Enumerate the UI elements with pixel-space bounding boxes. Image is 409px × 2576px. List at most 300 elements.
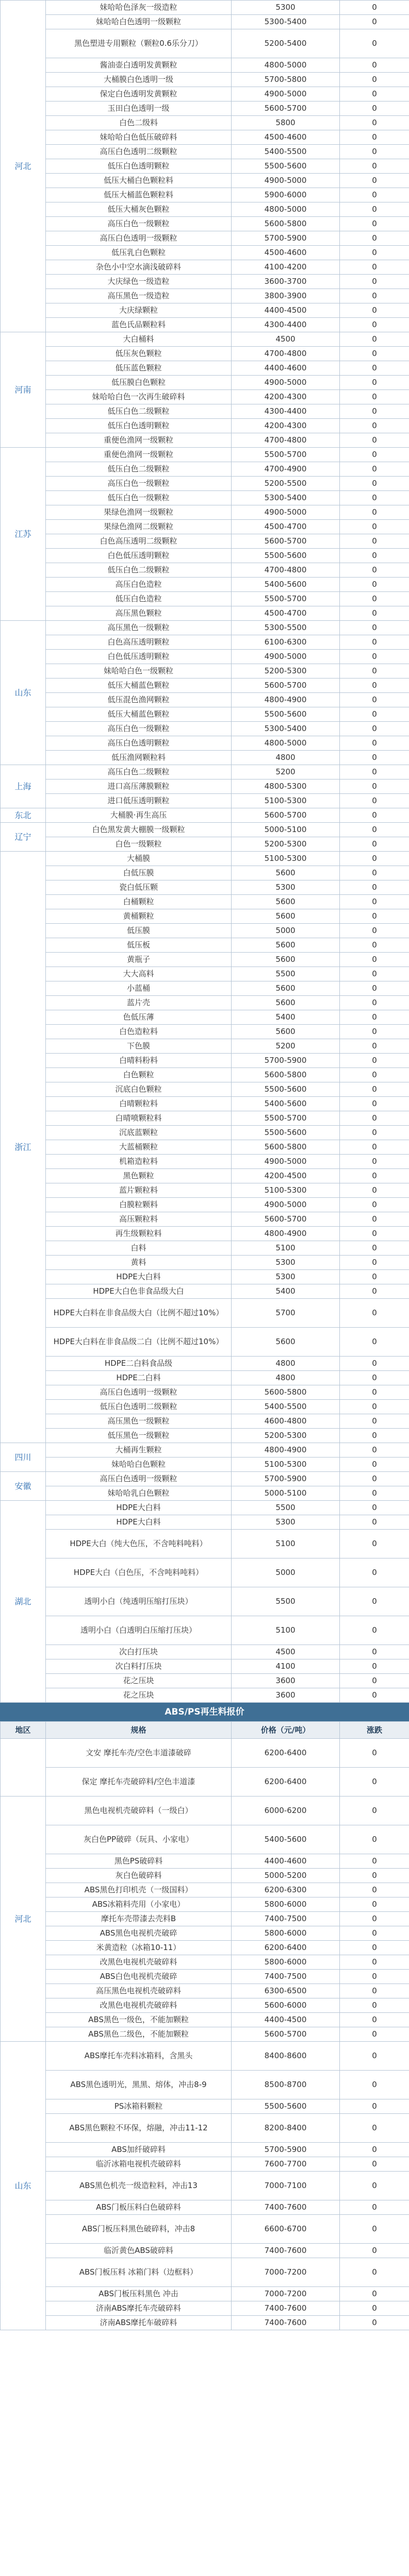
change-cell: 0: [340, 779, 409, 794]
price-cell: 5500-5700: [232, 448, 340, 462]
table-row: [1, 520, 409, 534]
price-cell: 5100-5300: [232, 794, 340, 808]
change-cell: 0: [340, 231, 409, 246]
price-cell: 5200-5300: [232, 664, 340, 679]
price-cell: 5100: [232, 1530, 340, 1558]
region-cell: 河北: [1, 1, 46, 332]
table-row: [1, 332, 409, 347]
table-row: [1, 779, 409, 794]
change-cell: 0: [340, 1328, 409, 1357]
spec-cell: PS冰箱料颗粒: [46, 2099, 232, 2114]
price-cell: 4800-5000: [232, 58, 340, 73]
table-row: [1, 635, 409, 650]
price-cell: 4600-4800: [232, 1414, 340, 1429]
table-row: [1, 1, 409, 15]
price-cell: 4500: [232, 332, 340, 347]
header-price: 价格（元/吨）: [232, 1722, 340, 1739]
spec-cell: 白晴颗粒料: [46, 1097, 232, 1111]
change-cell: 0: [340, 1, 409, 15]
change-cell: 0: [340, 924, 409, 938]
table-row: [1, 2316, 409, 2330]
spec-cell: 高压白色透明一级颗粒: [46, 1472, 232, 1486]
region-cell: 辽宁: [1, 823, 46, 852]
price-cell: 5000: [232, 924, 340, 938]
change-cell: 0: [340, 1587, 409, 1616]
price-cell: 6100-6300: [232, 635, 340, 650]
change-cell: 0: [340, 404, 409, 419]
spec-cell: 沉底白色颗粒: [46, 1082, 232, 1097]
table-row: [1, 1039, 409, 1054]
price-cell: 4800: [232, 1357, 340, 1371]
change-cell: 0: [340, 664, 409, 679]
price-cell: 8200-8400: [232, 2114, 340, 2143]
change-cell: 0: [340, 2258, 409, 2287]
spec-cell: 灰白色PP破碎（玩具、小家电）: [46, 1825, 232, 1854]
price-cell: 5500-5600: [232, 159, 340, 174]
spec-cell: 改黑色电视机壳破碎料: [46, 1998, 232, 2013]
change-cell: 0: [340, 174, 409, 188]
price-cell: 5500-5700: [232, 1111, 340, 1126]
table-row: [1, 563, 409, 578]
table-row: [1, 101, 409, 116]
spec-cell: 低压蓝色颗粒: [46, 361, 232, 376]
table-row: [1, 231, 409, 246]
price-cell: 5700-5900: [232, 2143, 340, 2157]
change-cell: 0: [340, 2027, 409, 2042]
spec-cell: HDPE大白色非食品级大白: [46, 1284, 232, 1299]
change-cell: 0: [340, 938, 409, 953]
change-cell: 0: [340, 15, 409, 29]
change-cell: 0: [340, 1126, 409, 1140]
change-cell: 0: [340, 981, 409, 996]
price-cell: 4800-4900: [232, 693, 340, 707]
table-row: [1, 1616, 409, 1645]
abs-ps-section-title: ABS/PS再生料报价: [0, 1703, 409, 1721]
spec-cell: 果绿色渔网一级颗粒: [46, 505, 232, 520]
spec-cell: ABS门板压料 冰箱门料（边框料）: [46, 2258, 232, 2287]
price-cell: 6200-6400: [232, 1941, 340, 1955]
table-row: [1, 1869, 409, 1883]
price-cell: 5800-6000: [232, 1897, 340, 1912]
spec-cell: 再生级颗粒料: [46, 1227, 232, 1241]
spec-cell: 大桶膜·再生高压: [46, 808, 232, 823]
table-row: [1, 1998, 409, 2013]
spec-cell: 高压黑色一级颗粒: [46, 621, 232, 635]
spec-cell: 低压大桶蓝色颗粒: [46, 707, 232, 722]
table-row: [1, 592, 409, 606]
change-cell: 0: [340, 1825, 409, 1854]
table-row: [1, 549, 409, 563]
change-cell: 0: [340, 2316, 409, 2330]
table-row: [1, 1486, 409, 1501]
table-row: [1, 1515, 409, 1530]
table-row: [1, 1328, 409, 1357]
change-cell: 0: [340, 419, 409, 433]
price-cell: 5500-5600: [232, 2099, 340, 2114]
abs-ps-column-header: [1, 1722, 409, 1739]
change-cell: 0: [340, 188, 409, 202]
price-cell: 5000-5100: [232, 823, 340, 837]
price-cell: 5200-5500: [232, 477, 340, 491]
spec-cell: 黑色PS破碎料: [46, 1854, 232, 1869]
table-row: [1, 433, 409, 448]
price-cell: 3600: [232, 1688, 340, 1703]
change-cell: 0: [340, 1097, 409, 1111]
change-cell: 0: [340, 1443, 409, 1458]
table-row: [1, 679, 409, 693]
table-row: [1, 29, 409, 58]
table-row: [1, 996, 409, 1010]
price-cell: 4900-5000: [232, 1198, 340, 1212]
price-cell: 5300: [232, 1, 340, 15]
change-cell: 0: [340, 563, 409, 578]
table-row: [1, 1414, 409, 1429]
price-cell: 5200: [232, 1039, 340, 1054]
table-row: [1, 852, 409, 866]
spec-cell: 临沂黄色ABS破碎料: [46, 2244, 232, 2258]
table-row: [1, 1458, 409, 1472]
region-cell: 四川: [1, 1443, 46, 1472]
table-row: [1, 448, 409, 462]
spec-cell: 进口低压透明颗粒: [46, 794, 232, 808]
price-cell: 4500-4700: [232, 520, 340, 534]
spec-cell: 黄瓶子: [46, 953, 232, 967]
price-cell: 5200-5300: [232, 837, 340, 852]
table-row: [1, 1054, 409, 1068]
change-cell: 0: [340, 2200, 409, 2215]
price-cell: 5100: [232, 1241, 340, 1256]
price-cell: 4400-4500: [232, 303, 340, 318]
table-row: [1, 1357, 409, 1371]
price-cell: 5800: [232, 116, 340, 130]
table-row: [1, 73, 409, 87]
spec-cell: 黑色塑进专用颗粒（颗粒0.6乐分刀）: [46, 29, 232, 58]
table-row: [1, 1256, 409, 1270]
spec-cell: 低压渔网颗粒料: [46, 751, 232, 765]
spec-cell: HDPE大白（白色压，不含吨料吨料）: [46, 1558, 232, 1587]
change-cell: 0: [340, 130, 409, 145]
table-row: [1, 1385, 409, 1400]
table-row: [1, 246, 409, 260]
spec-cell: 蓝片壳: [46, 996, 232, 1010]
spec-cell: 酱油壶白透明发黄颗粒: [46, 58, 232, 73]
spec-cell: 摩托车壳带漆去壳料B: [46, 1912, 232, 1926]
price-cell: 4900-5000: [232, 650, 340, 664]
table-row: [1, 1097, 409, 1111]
region-cell: 山东: [1, 621, 46, 765]
spec-cell: 黄桶颗粒: [46, 909, 232, 924]
price-cell: 5600-5700: [232, 534, 340, 549]
change-cell: 0: [340, 1400, 409, 1414]
spec-cell: 沉底蓝颗粒: [46, 1126, 232, 1140]
price-cell: 5600: [232, 866, 340, 880]
change-cell: 0: [340, 1854, 409, 1869]
table-row: [1, 765, 409, 779]
table-row: [1, 967, 409, 981]
price-cell: 7600-7700: [232, 2157, 340, 2172]
spec-cell: 高压颗粒料: [46, 1212, 232, 1227]
region-cell: 上海: [1, 765, 46, 808]
price-cell: 5400-5600: [232, 1825, 340, 1854]
change-cell: 0: [340, 2042, 409, 2071]
spec-cell: 妹哈哈色泽灰一级造粒: [46, 1, 232, 15]
table-row: [1, 837, 409, 852]
region-cell: 浙江: [1, 852, 46, 1443]
table-row: [1, 1140, 409, 1155]
price-cell: 4700-4900: [232, 462, 340, 477]
spec-cell: ABS黑色颗粒不环保，熔融，冲击11-12: [46, 2114, 232, 2143]
price-cell: 5900-6000: [232, 188, 340, 202]
price-cell: 3600-3700: [232, 275, 340, 289]
change-cell: 0: [340, 505, 409, 520]
price-cell: 5400: [232, 1284, 340, 1299]
change-cell: 0: [340, 1688, 409, 1703]
change-cell: 0: [340, 1674, 409, 1688]
change-cell: 0: [340, 1768, 409, 1797]
table-row: [1, 751, 409, 765]
price-cell: 4800-5000: [232, 202, 340, 217]
spec-cell: 高压黑色电视机壳破碎料: [46, 1984, 232, 1998]
spec-cell: 灰白色破碎料: [46, 1869, 232, 1883]
table-row: [1, 505, 409, 520]
spec-cell: 低压板: [46, 938, 232, 953]
spec-cell: 低压白色透明二级颗粒: [46, 1400, 232, 1414]
table-row: [1, 1955, 409, 1970]
change-cell: 0: [340, 953, 409, 967]
table-row: [1, 15, 409, 29]
region-cell: 河北: [1, 1797, 46, 2042]
change-cell: 0: [340, 909, 409, 924]
price-cell: 5600-5800: [232, 1140, 340, 1155]
price-cell: 4500: [232, 1645, 340, 1659]
price-cell: 5700-5900: [232, 1472, 340, 1486]
change-cell: 0: [340, 736, 409, 751]
abs-ps-price-table: [0, 1721, 409, 2330]
spec-cell: 低压白色造粒: [46, 592, 232, 606]
spec-cell: 果绿色渔网二级颗粒: [46, 520, 232, 534]
change-cell: 0: [340, 751, 409, 765]
change-cell: 0: [340, 1998, 409, 2013]
spec-cell: ABS冰箱料壳用（小家电）: [46, 1897, 232, 1912]
table-row: [1, 1941, 409, 1955]
price-cell: 4200-4500: [232, 1169, 340, 1183]
table-row: [1, 1111, 409, 1126]
spec-cell: HDPE大白料在非食品级大白（比例不超过10%）: [46, 1299, 232, 1328]
spec-cell: 妹哈哈乳白色颗粒: [46, 1486, 232, 1501]
table-row: [1, 1797, 409, 1825]
change-cell: 0: [340, 101, 409, 116]
change-cell: 0: [340, 1082, 409, 1097]
price-cell: 5300: [232, 880, 340, 895]
change-cell: 0: [340, 390, 409, 404]
table-row: [1, 2244, 409, 2258]
price-cell: 5600: [232, 1025, 340, 1039]
table-row: [1, 1212, 409, 1227]
table-row: [1, 2013, 409, 2027]
region-cell: 安徽: [1, 1472, 46, 1501]
table-row: [1, 722, 409, 736]
table-row: [1, 116, 409, 130]
price-cell: 5300-5400: [232, 15, 340, 29]
spec-cell: 低压乳白色颗粒: [46, 246, 232, 260]
price-cell: 5500: [232, 1587, 340, 1616]
table-row: [1, 1558, 409, 1587]
table-row: [1, 2157, 409, 2172]
spec-cell: 高压黑色一级造粒: [46, 289, 232, 303]
change-cell: 0: [340, 376, 409, 390]
change-cell: 0: [340, 1385, 409, 1400]
spec-cell: 白桶颗粒: [46, 895, 232, 909]
change-cell: 0: [340, 1169, 409, 1183]
table-row: [1, 606, 409, 621]
spec-cell: 白色二级料: [46, 116, 232, 130]
spec-cell: 低压白色二级颗粒: [46, 404, 232, 419]
spec-cell: 透明小白（白透明白压缩打压块）: [46, 1616, 232, 1645]
table-row: [1, 1883, 409, 1897]
table-row: [1, 491, 409, 505]
spec-cell: 改黑色电视机壳破碎料: [46, 1955, 232, 1970]
spec-cell: 高压白色一级颗粒: [46, 477, 232, 491]
price-cell: 5100-5300: [232, 852, 340, 866]
change-cell: 0: [340, 217, 409, 231]
change-cell: 0: [340, 1530, 409, 1558]
region-cell: [1, 1739, 46, 1797]
change-cell: 0: [340, 895, 409, 909]
table-row: [1, 145, 409, 159]
change-cell: 0: [340, 679, 409, 693]
price-cell: 4800-4900: [232, 1227, 340, 1241]
table-row: [1, 275, 409, 289]
price-cell: 5200-5300: [232, 1429, 340, 1443]
price-cell: 5500-5600: [232, 1126, 340, 1140]
spec-cell: 大桶再生颗粒: [46, 1443, 232, 1458]
change-cell: 0: [340, 1241, 409, 1256]
change-cell: 0: [340, 1270, 409, 1284]
table-row: [1, 1443, 409, 1458]
change-cell: 0: [340, 318, 409, 332]
table-row: [1, 1530, 409, 1558]
price-cell: 4900-5000: [232, 1155, 340, 1169]
price-cell: 8400-8600: [232, 2042, 340, 2071]
change-cell: 0: [340, 1869, 409, 1883]
table-row: [1, 1241, 409, 1256]
region-cell: 江苏: [1, 448, 46, 621]
change-cell: 0: [340, 2157, 409, 2172]
spec-cell: 低压白色二级颗粒: [46, 563, 232, 578]
table-row: [1, 1299, 409, 1328]
price-cell: 4400-4500: [232, 2013, 340, 2027]
spec-cell: 玉田白色透明一级: [46, 101, 232, 116]
spec-cell: 大庆绿色一级造粒: [46, 275, 232, 289]
price-cell: 4500-4700: [232, 606, 340, 621]
table-row: [1, 1472, 409, 1486]
change-cell: 0: [340, 1256, 409, 1270]
price-cell: 5600: [232, 981, 340, 996]
change-cell: 0: [340, 1183, 409, 1198]
spec-cell: 济南ABS摩托车破碎料: [46, 2316, 232, 2330]
change-cell: 0: [340, 361, 409, 376]
change-cell: 0: [340, 2244, 409, 2258]
spec-cell: 花之压块: [46, 1674, 232, 1688]
change-cell: 0: [340, 1140, 409, 1155]
table-row: [1, 130, 409, 145]
price-cell: 5600: [232, 895, 340, 909]
price-cell: 5600: [232, 996, 340, 1010]
change-cell: 0: [340, 852, 409, 866]
spec-cell: 白膜粒颗料: [46, 1198, 232, 1212]
table-row: [1, 347, 409, 361]
table-row: [1, 736, 409, 751]
spec-cell: ABS黑色透明光，黑黑、熔体，冲击8-9: [46, 2071, 232, 2099]
spec-cell: 高压白色一级颗粒: [46, 217, 232, 231]
spec-cell: ABS门板压料白色破碎料: [46, 2200, 232, 2215]
table-row: [1, 188, 409, 202]
table-row: [1, 1183, 409, 1198]
change-cell: 0: [340, 1912, 409, 1926]
price-cell: 4500-4600: [232, 246, 340, 260]
table-row: [1, 1025, 409, 1039]
price-cell: 3600: [232, 1674, 340, 1688]
spec-cell: 高压黑色一级颗粒: [46, 1414, 232, 1429]
price-cell: 4100: [232, 1659, 340, 1674]
table-row: [1, 318, 409, 332]
header-spec: 规格: [46, 1722, 232, 1739]
spec-cell: 低压大桶灰色颗粒: [46, 202, 232, 217]
change-cell: 0: [340, 1616, 409, 1645]
spec-cell: 大大高料: [46, 967, 232, 981]
change-cell: 0: [340, 1486, 409, 1501]
spec-cell: 白低压膜: [46, 866, 232, 880]
table-row: [1, 650, 409, 664]
price-cell: 5700-5900: [232, 1054, 340, 1068]
change-cell: 0: [340, 1897, 409, 1912]
spec-cell: HDPE二白料食品级: [46, 1357, 232, 1371]
change-cell: 0: [340, 1010, 409, 1025]
price-cell: 4900-5000: [232, 376, 340, 390]
spec-cell: 高压黑色颗粒: [46, 606, 232, 621]
price-cell: 5600-5800: [232, 1068, 340, 1082]
price-cell: 5700-5900: [232, 231, 340, 246]
change-cell: 0: [340, 765, 409, 779]
table-row: [1, 1825, 409, 1854]
table-row: [1, 981, 409, 996]
table-row: [1, 303, 409, 318]
spec-cell: 色低压薄: [46, 1010, 232, 1025]
price-cell: 4800-5300: [232, 779, 340, 794]
price-cell: 7000-7100: [232, 2172, 340, 2200]
table-row: [1, 1768, 409, 1797]
price-cell: 5100: [232, 1616, 340, 1645]
change-cell: 0: [340, 794, 409, 808]
change-cell: 0: [340, 2172, 409, 2200]
spec-cell: 次白料打压块: [46, 1659, 232, 1674]
change-cell: 0: [340, 592, 409, 606]
table-row: [1, 1897, 409, 1912]
change-cell: 0: [340, 1515, 409, 1530]
change-cell: 0: [340, 837, 409, 852]
spec-cell: 妹哈哈白色低压破碎料: [46, 130, 232, 145]
spec-cell: 高压白色透明一级颗粒: [46, 1385, 232, 1400]
price-cell: 6300-6500: [232, 1984, 340, 1998]
change-cell: 0: [340, 1645, 409, 1659]
price-cell: 6200-6300: [232, 1883, 340, 1897]
region-cell: 山东: [1, 2042, 46, 2330]
table-row: [1, 1854, 409, 1869]
table-row: [1, 58, 409, 73]
change-cell: 0: [340, 1284, 409, 1299]
change-cell: 0: [340, 1926, 409, 1941]
spec-cell: 黑色颗粒: [46, 1169, 232, 1183]
